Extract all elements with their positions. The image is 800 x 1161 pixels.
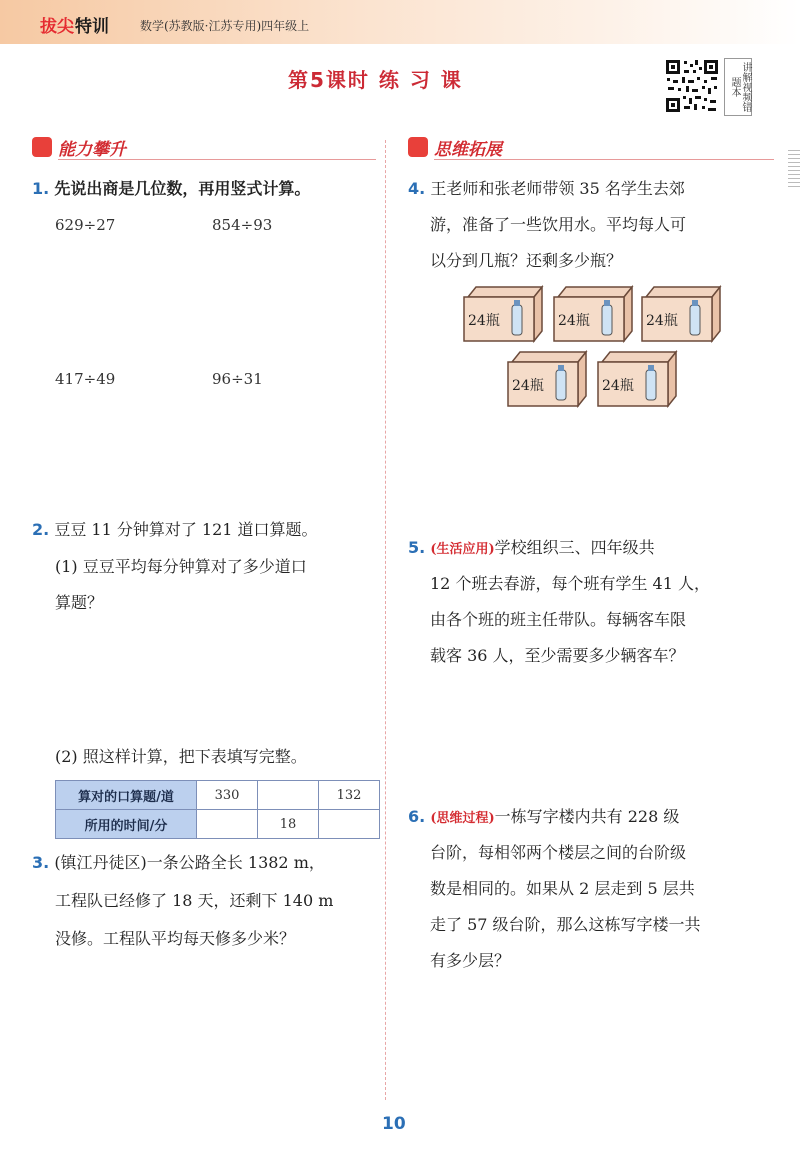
- book-title: 数学(苏教版·江苏专用)四年级上: [140, 19, 310, 33]
- calc-item: 417÷49: [55, 370, 116, 388]
- running-figure-icon: [32, 137, 52, 157]
- water-box-illustration: [552, 285, 634, 343]
- table-cell: 18: [258, 810, 319, 839]
- question-tag: (思维过程): [430, 811, 495, 826]
- fill-in-table: [55, 780, 380, 839]
- question-2-sub2: (2) 照这样计算，把下表填写完整。: [55, 747, 307, 766]
- question-text: 豆豆 11 分钟算对了 121 道口算题。: [54, 520, 318, 539]
- table-cell-blank[interactable]: [319, 810, 380, 839]
- table-row: [56, 810, 380, 839]
- question-text: 先说出商是几位数，再用竖式计算。: [54, 179, 311, 198]
- question-number: 6.: [408, 807, 426, 826]
- header-band: [0, 0, 800, 44]
- calc-item: 96÷31: [212, 370, 263, 388]
- box-label: 24瓶: [602, 378, 634, 394]
- table-cell-blank[interactable]: [258, 781, 319, 810]
- page-number: 10: [382, 1114, 406, 1134]
- question-5-line: 由各个班的班主任带队。每辆客车限: [430, 610, 687, 629]
- water-box-illustration: [640, 285, 722, 343]
- question-5: [408, 531, 655, 567]
- question-2-sub1-cont: 算题？: [55, 593, 104, 612]
- section-underline: [58, 159, 376, 160]
- question-5-line: 12 个班去春游，每个班有学生 41 人，: [430, 574, 710, 593]
- lesson-title: 第5课时 练 习 课: [288, 68, 463, 92]
- question-text: (镇江丹徒区)一条公路全长 1382 m，: [54, 853, 325, 872]
- water-box-illustration: [462, 285, 544, 343]
- box-label: 24瓶: [468, 313, 500, 329]
- table-cell: 330: [197, 781, 258, 810]
- table-cell-blank[interactable]: [197, 810, 258, 839]
- row-header: 算对的口算题/道: [56, 781, 197, 810]
- water-box-illustration: [506, 350, 588, 408]
- question-number: 5.: [408, 538, 426, 557]
- question-text: 学校组织三、四年级共: [494, 538, 655, 557]
- calc-item: 629÷27: [55, 216, 116, 234]
- section-title-right: 思维拓展: [434, 140, 502, 160]
- page-edge-marks: [788, 150, 800, 190]
- water-box-illustration: [596, 350, 678, 408]
- question-6-line: 有多少层？: [430, 951, 511, 970]
- brand-logo: 拔尖特训: [40, 17, 109, 37]
- question-6: [408, 800, 679, 836]
- question-5-line: 载客 36 人，至少需要多少辆客车？: [430, 646, 685, 665]
- question-number: 1.: [32, 179, 50, 198]
- box-label: 24瓶: [512, 378, 544, 394]
- column-divider: [385, 140, 386, 1100]
- pencil-icon: [408, 137, 428, 157]
- table-cell: 132: [319, 781, 380, 810]
- question-3: [32, 846, 325, 880]
- box-label: 24瓶: [558, 313, 590, 329]
- question-text: 王老师和张老师带领 35 名学生去郊: [430, 179, 685, 198]
- question-6-line: 数是相同的。如果从 2 层走到 5 层共: [430, 879, 695, 898]
- qr-code-icon[interactable]: [664, 58, 720, 114]
- question-4-line: 以分到几瓶？还剩多少瓶？: [430, 251, 623, 270]
- question-number: 2.: [32, 520, 50, 539]
- section-header-left: [32, 135, 377, 161]
- question-4-line: 游，准备了一些饮用水。平均每人可: [430, 215, 687, 234]
- question-number: 4.: [408, 179, 426, 198]
- question-3-line: 没修。工程队平均每天修多少米？: [55, 929, 296, 948]
- question-number: 3.: [32, 853, 50, 872]
- question-2-sub1: (1) 豆豆平均每分钟算对了多少道口: [55, 557, 307, 576]
- question-4: [408, 172, 685, 206]
- question-1: [32, 172, 310, 206]
- section-underline: [434, 159, 774, 160]
- box-label: 24瓶: [646, 313, 678, 329]
- question-2: [32, 513, 318, 547]
- calc-item: 854÷93: [212, 216, 273, 234]
- question-tag: (生活应用): [430, 542, 495, 557]
- table-row: [56, 781, 380, 810]
- question-text: 一栋写字楼内共有 228 级: [494, 807, 680, 826]
- question-6-line: 台阶，每相邻两个楼层之间的台阶级: [430, 843, 687, 862]
- section-title-left: 能力攀升: [58, 140, 126, 160]
- row-header: 所用的时间/分: [56, 810, 197, 839]
- section-header-right: [408, 135, 778, 161]
- qr-label[interactable]: 讲解视频错题本: [724, 58, 752, 116]
- question-3-line: 工程队已经修了 18 天，还剩下 140 m: [55, 891, 334, 910]
- question-6-line: 走了 57 级台阶，那么这栋写字楼一共: [430, 915, 701, 934]
